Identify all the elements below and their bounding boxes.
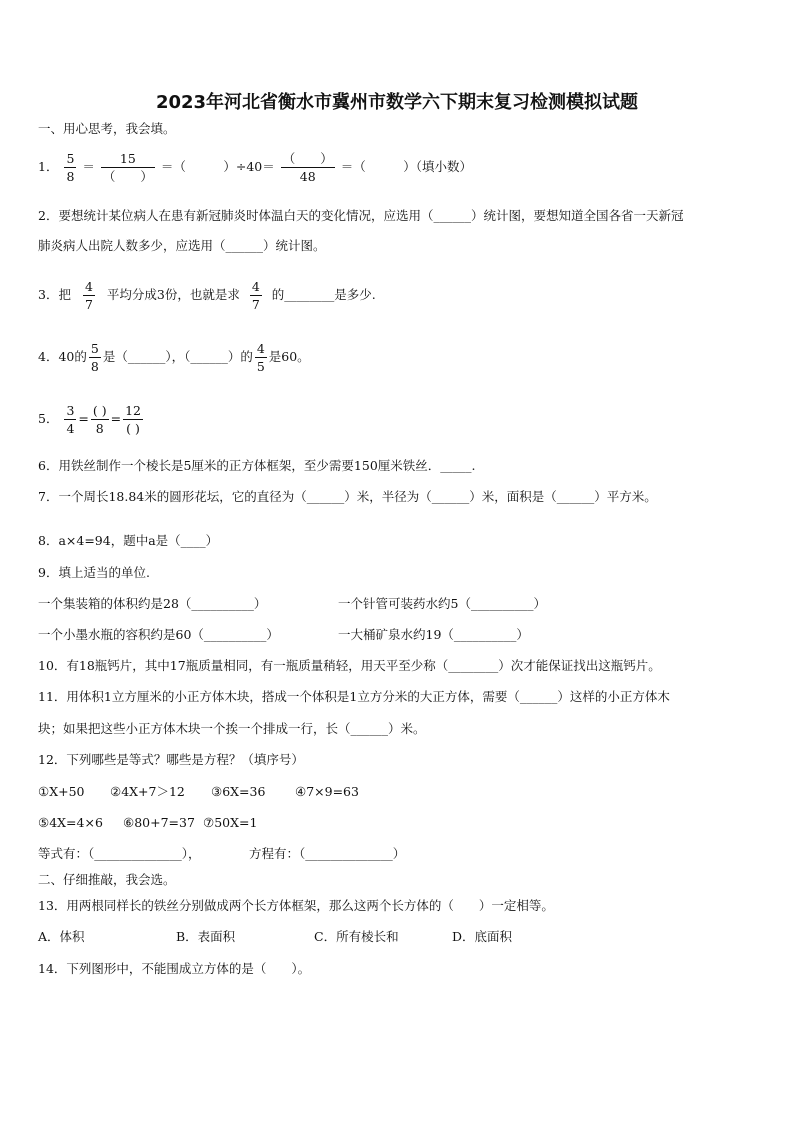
q4-fa-numerator: 5 bbox=[90, 341, 99, 356]
question-9-d: 一大桶矿泉水约19（__________） bbox=[338, 627, 529, 642]
q3-text-c: 的________是多少. bbox=[271, 287, 376, 302]
question-8: 8．a×4=94，题中a是（____） bbox=[38, 533, 219, 548]
q4-text-a: 4．40的 bbox=[38, 349, 87, 364]
q12-item-1: ①X+50 bbox=[38, 784, 85, 799]
q12-answer-equations: 等式有：（______________）， bbox=[38, 846, 201, 861]
q5-equals-1: = bbox=[78, 411, 89, 426]
q1-f2-numerator: 15 bbox=[101, 150, 155, 168]
question-2-line-1: 2．要想统计某位病人在患有新冠肺炎时体温白天的变化情况，应选用（______）统计图，要想知道全国各省一天新冠 bbox=[38, 208, 684, 223]
question-7: 7．一个周长18.84米的圆形花坛，它的直径为（______）米，半径为（______）米，面积是（______）平方米。 bbox=[38, 489, 657, 504]
q4-fb-numerator: 4 bbox=[256, 341, 265, 356]
q1-part1: ＝（ ）÷40＝ bbox=[160, 159, 275, 174]
question-5 bbox=[38, 402, 145, 437]
q12-answer-equation-type: 方程有：（______________） bbox=[249, 846, 406, 861]
q5-fc-numerator: 12 bbox=[125, 403, 141, 418]
q5-number: 5． bbox=[38, 411, 59, 426]
q13-option-c: C．所有棱长和 bbox=[314, 929, 399, 944]
q3-fb-numerator: 4 bbox=[251, 279, 260, 294]
q3-text-a: 3．把 bbox=[38, 287, 71, 302]
question-10: 10．有18瓶钙片，其中17瓶质量相同，有一瓶质量稍轻，用天平至少称（________）次才能保证找出这瓶钙片。 bbox=[38, 658, 661, 673]
q13-option-a: A．体积 bbox=[38, 929, 85, 944]
q3-text-b: 平均分成3份，也就是求 bbox=[106, 287, 240, 302]
q13-option-d: D．底面积 bbox=[452, 929, 513, 944]
question-1 bbox=[38, 150, 472, 185]
q1-fraction-48 bbox=[281, 150, 335, 185]
q4-fa-denominator: 8 bbox=[90, 359, 99, 374]
q12-item-7: ⑦50X=1 bbox=[203, 815, 258, 830]
q5-fraction-blank-8 bbox=[91, 402, 109, 437]
q4-fraction-a bbox=[89, 340, 101, 375]
q12-item-5: ⑤4X=4×6 bbox=[38, 815, 103, 830]
q3-fa-numerator: 4 bbox=[84, 279, 93, 294]
q1-number: 1． bbox=[38, 159, 59, 174]
section-1-heading: 一、用心思考，我会填。 bbox=[38, 121, 176, 136]
question-9-stem: 9．填上适当的单位. bbox=[38, 565, 150, 580]
q1-f2-denominator: （ ） bbox=[102, 169, 153, 184]
q12-item-6: ⑥80+7=37 bbox=[123, 815, 195, 830]
question-9-a: 一个集装箱的体积约是28（__________） bbox=[38, 596, 267, 611]
q4-fb-denominator: 5 bbox=[256, 359, 265, 374]
q3-fraction-b bbox=[250, 278, 262, 313]
question-4 bbox=[38, 340, 310, 375]
question-12-stem: 12．下列哪些是等式？哪些是方程？（填序号） bbox=[38, 752, 304, 767]
q1-f1-numerator: 5 bbox=[66, 151, 75, 166]
question-3 bbox=[38, 278, 376, 313]
q4-fraction-b bbox=[255, 340, 267, 375]
question-9-c: 一个小墨水瓶的容积约是60（__________） bbox=[38, 627, 279, 642]
q1-part2: ＝（ ）（填小数） bbox=[340, 159, 473, 174]
q1-f1-denominator: 8 bbox=[66, 169, 75, 184]
q3-fa-denominator: 7 bbox=[84, 297, 93, 312]
q5-fb-numerator: ( ) bbox=[92, 403, 107, 418]
question-13-stem: 13．用两根同样长的铁丝分别做成两个长方体框架，那么这两个长方体的（ ）一定相等。 bbox=[38, 898, 554, 913]
q5-fraction-12-blank bbox=[123, 402, 143, 437]
question-14: 14．下列图形中，不能围成立方体的是（ ）。 bbox=[38, 961, 311, 976]
q5-fb-denominator: 8 bbox=[95, 421, 104, 436]
q1-fraction-5-8 bbox=[64, 150, 76, 185]
question-11-line-2: 块；如果把这些小正方体木块一个挨一个排成一行，长（______）米。 bbox=[38, 721, 426, 736]
q12-item-2: ②4X+7＞12 bbox=[110, 784, 185, 799]
q4-text-c: 是60。 bbox=[268, 349, 310, 364]
q1-f3-denominator: 48 bbox=[299, 169, 316, 184]
q3-fraction-a bbox=[83, 278, 95, 313]
q13-option-b: B．表面积 bbox=[176, 929, 236, 944]
q12-item-4: ④7×9=63 bbox=[295, 784, 359, 799]
q12-item-3: ③6X=36 bbox=[211, 784, 266, 799]
q5-fraction-3-4 bbox=[64, 402, 76, 437]
q1-f3-numerator: （ ） bbox=[282, 151, 333, 166]
question-9-b: 一个针管可装药水约5（__________） bbox=[338, 596, 546, 611]
q4-text-b: 是（______），（______）的 bbox=[102, 349, 253, 364]
q5-fa-numerator: 3 bbox=[66, 403, 75, 418]
question-6: 6．用铁丝制作一个棱长是5厘米的正方体框架，至少需要150厘米铁丝．_____. bbox=[38, 458, 476, 473]
section-2-heading: 二、仔细推敲，我会选。 bbox=[38, 872, 176, 887]
q5-equals-2: = bbox=[110, 411, 122, 426]
question-2-line-2: 肺炎病人出院人数多少，应选用（______）统计图。 bbox=[38, 238, 326, 253]
question-11-line-1: 11．用体积1立方厘米的小正方体木块，搭成一个体积是1立方分米的大正方体，需要（______）这样的小正方体木 bbox=[38, 689, 670, 704]
q1-fraction-15 bbox=[101, 150, 155, 185]
q5-fc-denominator: ( ) bbox=[126, 421, 140, 436]
q1-equals: ＝ bbox=[82, 159, 95, 174]
page-title: 2023年河北省衡水市冀州市数学六下期末复习检测模拟试题 bbox=[155, 92, 639, 113]
q5-fa-denominator: 4 bbox=[66, 421, 75, 436]
q3-fb-denominator: 7 bbox=[251, 297, 260, 312]
